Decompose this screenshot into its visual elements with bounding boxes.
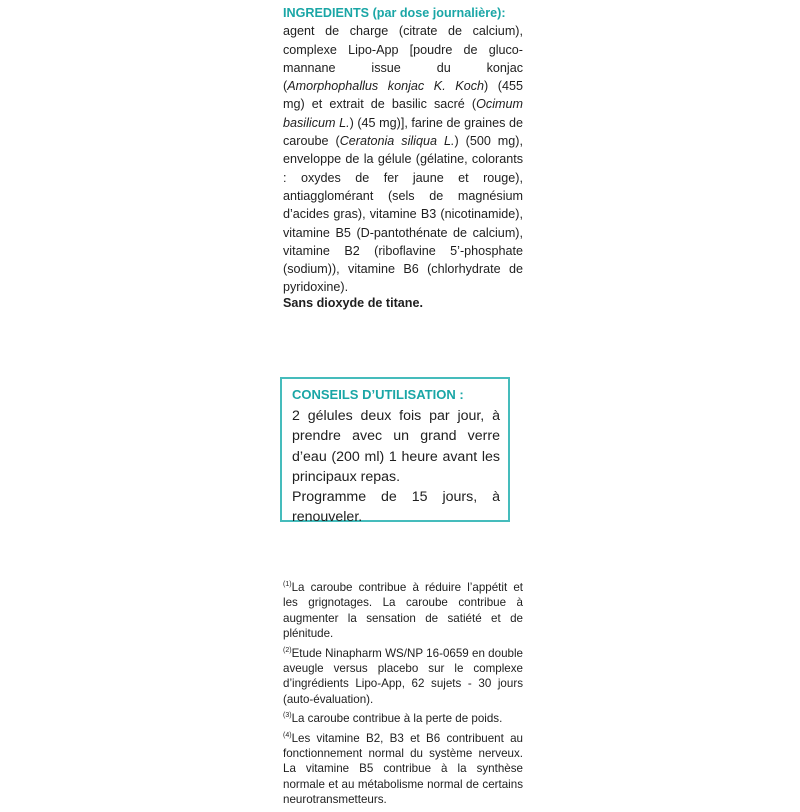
footnotes: [283, 580, 523, 812]
ingredients-text-2: ) (455 mg) et extrait de basilic sacré (: [283, 79, 523, 112]
footnote-ref: (4): [283, 731, 292, 739]
footnote-text: La caroube contribue à réduire l’appétit et les grignotages. La caroube contribue à augmenter la sensation de satiété et de plénitude.: [283, 581, 523, 641]
ingredients-title: INGREDIENTS (par dose journalière):: [283, 6, 506, 20]
usage-advice-box: [280, 377, 510, 526]
footnote-text: La caroube contribue à la perte de poids.: [291, 712, 503, 726]
ingredients-latin-2: Ocimum basilicum L.: [283, 97, 523, 130]
footnote: [283, 731, 523, 808]
footnote-ref: (1): [283, 581, 292, 588]
ingredients-text-1: agent de charge (citrate de calcium), complexe Lipo-App [poudre de gluco-mannane issue du konjac (: [283, 24, 523, 94]
footnote-ref: (3): [283, 712, 292, 720]
footnote: [283, 646, 523, 708]
usage-advice-program: Programme de 15 jours, à renouveler.: [292, 489, 500, 526]
footnote-text: Etude Ninapharm WS/NP 16-0659 en double aveugle versus placebo sur le complexe d’ingrédients Lipo-App, 62 sujets - 30 jours (auto-évaluation).: [283, 646, 523, 706]
footnote: [283, 580, 523, 642]
ingredients-text-3: ) (45 mg)], farine de graines de caroube (: [283, 115, 523, 149]
ingredients-text-4: ) (500 mg), enveloppe de la gélule (gélatine, colorants : oxydes de fer jaune et rouge), antiagglomérant (sels de magnésium d’acides gras), vitamine B3 (nicotinamide), vitamine B5 (D-pantothénate de calcium), vitamine B2 (riboflavine 5’-phosphate (sodium)), vitamine B6 (chlorhydrate de pyridoxine).: [283, 134, 523, 295]
usage-advice-dosage: 2 gélules deux fois par jour, à prendre avec un grand verre d’eau (200 ml) 1 heure avant les principaux repas.: [292, 408, 500, 485]
ingredients-latin-3: Ceratonia siliqua L.: [339, 134, 455, 149]
ingredients-latin-1: Amorphophallus konjac K. Koch: [287, 79, 484, 94]
ingredients-section: [283, 4, 523, 297]
footnote-ref: (2): [283, 646, 292, 654]
footnote-text: Les vitamine B2, B3 et B6 contribuent au fonctionnement normal du système nerveux. La vitamine B5 contribue à la synthèse normale et au métabolisme normal de certains neurotransmetteurs.: [283, 731, 523, 807]
usage-advice-title: CONSEILS D’UTILISATION :: [292, 387, 464, 402]
footnote: [283, 711, 523, 726]
titanium-free-statement: Sans dioxyde de titane.: [283, 296, 423, 310]
